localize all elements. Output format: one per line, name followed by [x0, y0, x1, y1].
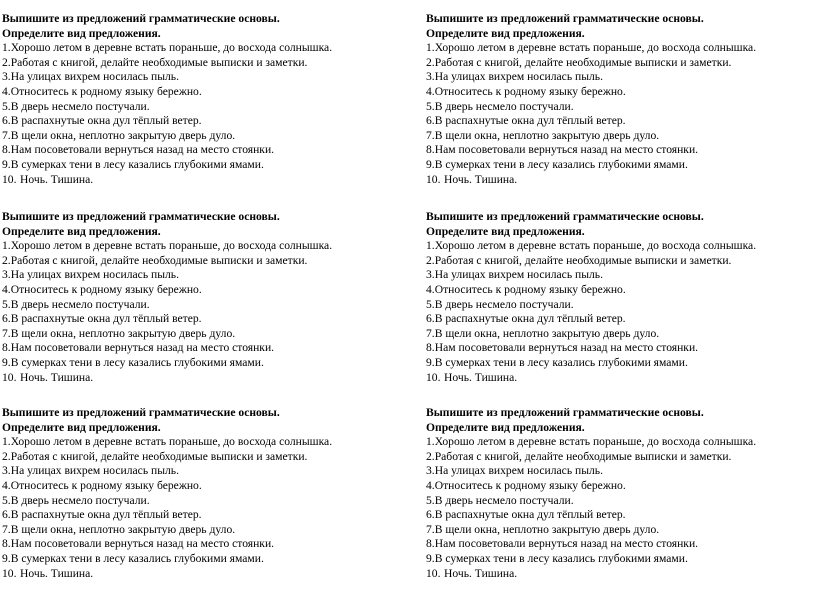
- sentence-text: Ночь. Тишина.: [444, 370, 518, 384]
- sentence-text: Хорошо летом в деревне встать пораньше, до восхода солнышка.: [10, 41, 333, 55]
- sentence-number: 8.: [426, 143, 435, 157]
- sentence-text: Нам посоветовали вернуться назад на место стоянки.: [434, 143, 699, 157]
- sentence-text: В щели окна, неплотно закрытую дверь дуло.: [10, 326, 236, 340]
- exercise-title-line-1: Выпишите из предложений грамматические основы.: [2, 210, 280, 223]
- sentence-text: Ночь. Тишина.: [20, 370, 94, 384]
- sentence-text: В щели окна, неплотно закрытую дверь дуло.: [10, 522, 236, 536]
- sentence-item: [2, 435, 397, 450]
- sentence-item: [426, 100, 816, 115]
- exercise-card: [426, 210, 816, 385]
- sentence-text: Работая с книгой, делайте необходимые выписки и заметки.: [434, 55, 732, 69]
- sentence-number: 3.: [426, 268, 435, 282]
- sentence-number: 2.: [426, 55, 435, 69]
- sentence-text: Ночь. Тишина.: [444, 172, 518, 186]
- sentence-number: 7.: [2, 326, 11, 340]
- sentence-item: [426, 312, 816, 327]
- sentence-number: 8.: [2, 143, 11, 157]
- sentence-number: 7.: [2, 522, 11, 536]
- sentence-number: 1.: [2, 435, 11, 449]
- exercise-title-line-2: Определите вид предложения.: [2, 420, 161, 434]
- sentence-number: 6.: [426, 508, 435, 522]
- sentence-number: 3.: [426, 464, 435, 478]
- sentence-item: [426, 129, 816, 144]
- sentence-item: [426, 494, 816, 509]
- sentence-item: [2, 356, 397, 371]
- sentence-item: [2, 450, 397, 465]
- sentence-number: 9.: [426, 355, 435, 369]
- sentence-text: Работая с книгой, делайте необходимые выписки и заметки.: [434, 449, 732, 463]
- sentence-number: 4.: [2, 84, 11, 98]
- sentence-number: 10.: [2, 370, 17, 384]
- sentence-item: [426, 464, 816, 479]
- sentence-text: В дверь несмело постучали.: [10, 297, 150, 311]
- sentence-item: [2, 41, 397, 56]
- sentence-number: 1.: [2, 239, 11, 253]
- sentence-item: [426, 173, 816, 188]
- sentence-text: В распахнутые окна дул тёплый ветер.: [10, 312, 202, 326]
- sentence-text: Работая с книгой, делайте необходимые выписки и заметки.: [10, 253, 308, 267]
- sentence-number: 2.: [2, 449, 11, 463]
- sentence-text: В сумерках тени в лесу казались глубокими ямами.: [10, 551, 264, 565]
- sentence-number: 5.: [426, 99, 435, 113]
- sentence-number: 5.: [2, 99, 11, 113]
- sentence-text: В распахнутые окна дул тёплый ветер.: [434, 508, 626, 522]
- sentence-item: [2, 479, 397, 494]
- sentence-text: В распахнутые окна дул тёплый ветер.: [434, 114, 626, 128]
- sentence-text: Работая с книгой, делайте необходимые выписки и заметки.: [10, 55, 308, 69]
- sentence-item: [426, 298, 816, 313]
- sentence-item: [2, 283, 397, 298]
- sentence-number: 4.: [2, 478, 11, 492]
- sentence-number: 10.: [2, 566, 17, 580]
- sentence-item: [426, 114, 816, 129]
- sentence-text: Нам посоветовали вернуться назад на место стоянки.: [10, 537, 275, 551]
- exercise-title-line-1: Выпишите из предложений грамматические основы.: [2, 406, 280, 419]
- sentence-number: 4.: [2, 282, 11, 296]
- sentence-text: В дверь несмело постучали.: [434, 297, 574, 311]
- sentence-item: [2, 158, 397, 173]
- sentence-item: [2, 327, 397, 342]
- sentence-number: 7.: [426, 128, 435, 142]
- sentence-text: В сумерках тени в лесу казались глубокими ямами.: [434, 157, 688, 171]
- sentence-number: 10.: [426, 172, 441, 186]
- sentence-number: 9.: [426, 157, 435, 171]
- sentence-number: 10.: [426, 566, 441, 580]
- sentence-text: В дверь несмело постучали.: [10, 99, 150, 113]
- sentence-number: 6.: [2, 312, 11, 326]
- sentence-number: 3.: [2, 464, 11, 478]
- sentence-number: 5.: [2, 297, 11, 311]
- sentence-text: Относитесь к родному языку бережно.: [434, 282, 626, 296]
- sentence-number: 8.: [2, 537, 11, 551]
- sentence-text: В дверь несмело постучали.: [434, 493, 574, 507]
- sentence-item: [426, 523, 816, 538]
- exercise-card: [2, 210, 397, 385]
- sentence-item: [426, 158, 816, 173]
- sentence-text: Нам посоветовали вернуться назад на место стоянки.: [434, 341, 699, 355]
- sentence-item: [2, 254, 397, 269]
- exercise-card: [2, 12, 397, 187]
- sentence-item: [2, 56, 397, 71]
- sentence-number: 9.: [426, 551, 435, 565]
- sentence-text: Относитесь к родному языку бережно.: [10, 478, 202, 492]
- sentence-item: [2, 552, 397, 567]
- sentence-number: 6.: [2, 508, 11, 522]
- sentence-number: 3.: [2, 268, 11, 282]
- sentence-item: [2, 173, 397, 188]
- sentence-number: 6.: [2, 114, 11, 128]
- exercise-card: [426, 12, 816, 187]
- sentence-item: [426, 435, 816, 450]
- sentence-number: 4.: [426, 84, 435, 98]
- sentence-item: [426, 552, 816, 567]
- sentence-item: [426, 41, 816, 56]
- sentence-item: [2, 239, 397, 254]
- sentence-item: [426, 254, 816, 269]
- sentence-item: [426, 450, 816, 465]
- sentence-text: В щели окна, неплотно закрытую дверь дуло.: [434, 326, 660, 340]
- sentence-text: В сумерках тени в лесу казались глубокими ямами.: [434, 551, 688, 565]
- sentence-number: 1.: [426, 435, 435, 449]
- sentence-text: В щели окна, неплотно закрытую дверь дуло.: [434, 522, 660, 536]
- exercise-title-line-2: Определите вид предложения.: [2, 26, 161, 40]
- sentence-number: 10.: [426, 370, 441, 384]
- sentence-number: 2.: [426, 449, 435, 463]
- sentence-number: 9.: [2, 157, 11, 171]
- sentence-item: [2, 143, 397, 158]
- sentence-item: [2, 523, 397, 538]
- sentence-item: [2, 508, 397, 523]
- sentence-text: Ночь. Тишина.: [444, 566, 518, 580]
- exercise-title-line-2: Определите вид предложения.: [426, 26, 585, 40]
- sentence-text: Нам посоветовали вернуться назад на место стоянки.: [10, 341, 275, 355]
- sentence-item: [426, 327, 816, 342]
- sentence-text: Хорошо летом в деревне встать пораньше, до восхода солнышка.: [434, 239, 757, 253]
- sentence-text: В щели окна, неплотно закрытую дверь дуло.: [10, 128, 236, 142]
- sentence-text: Нам посоветовали вернуться назад на место стоянки.: [434, 537, 699, 551]
- sentence-text: На улицах вихрем носилась пыль.: [434, 268, 603, 282]
- sentence-text: В распахнутые окна дул тёплый ветер.: [434, 312, 626, 326]
- sentence-text: В распахнутые окна дул тёплый ветер.: [10, 508, 202, 522]
- sentence-number: 2.: [426, 253, 435, 267]
- sentence-number: 5.: [2, 493, 11, 507]
- sentence-item: [2, 85, 397, 100]
- exercise-title-line-1: Выпишите из предложений грамматические основы.: [426, 406, 704, 419]
- sentence-item: [2, 341, 397, 356]
- exercise-title-line-1: Выпишите из предложений грамматические основы.: [426, 12, 704, 25]
- sentence-text: В распахнутые окна дул тёплый ветер.: [10, 114, 202, 128]
- sentence-number: 1.: [426, 239, 435, 253]
- sentence-item: [2, 464, 397, 479]
- sentence-text: Работая с книгой, делайте необходимые выписки и заметки.: [10, 449, 308, 463]
- sentence-item: [2, 537, 397, 552]
- sentence-number: 6.: [426, 312, 435, 326]
- exercise-title-line-2: Определите вид предложения.: [2, 224, 161, 238]
- sentence-text: Ночь. Тишина.: [20, 566, 94, 580]
- sentence-number: 10.: [2, 172, 17, 186]
- exercise-card: [426, 406, 816, 581]
- sentence-text: Хорошо летом в деревне встать пораньше, до восхода солнышка.: [10, 239, 333, 253]
- sentence-number: 5.: [426, 493, 435, 507]
- sentence-text: В сумерках тени в лесу казались глубокими ямами.: [10, 157, 264, 171]
- sentence-item: [2, 312, 397, 327]
- sentence-text: В сумерках тени в лесу казались глубокими ямами.: [434, 355, 688, 369]
- exercise-title-line-1: Выпишите из предложений грамматические основы.: [2, 12, 280, 25]
- sentence-text: Хорошо летом в деревне встать пораньше, до восхода солнышка.: [434, 435, 757, 449]
- sentence-text: В дверь несмело постучали.: [434, 99, 574, 113]
- sentence-item: [426, 356, 816, 371]
- sentence-item: [2, 70, 397, 85]
- sentence-text: В дверь несмело постучали.: [10, 493, 150, 507]
- sentence-item: [426, 143, 816, 158]
- exercise-title-line-2: Определите вид предложения.: [426, 420, 585, 434]
- sentence-number: 6.: [426, 114, 435, 128]
- sentence-item: [426, 567, 816, 582]
- exercise-title-line-1: Выпишите из предложений грамматические основы.: [426, 210, 704, 223]
- sentence-text: На улицах вихрем носилась пыль.: [434, 70, 603, 84]
- sentence-item: [426, 341, 816, 356]
- sentence-item: [2, 298, 397, 313]
- sentence-number: 8.: [426, 537, 435, 551]
- sentence-text: Ночь. Тишина.: [20, 172, 94, 186]
- sentence-number: 7.: [426, 326, 435, 340]
- sentence-number: 5.: [426, 297, 435, 311]
- sentence-number: 8.: [426, 341, 435, 355]
- sentence-number: 4.: [426, 478, 435, 492]
- sentence-text: Относитесь к родному языку бережно.: [434, 478, 626, 492]
- sentence-number: 7.: [2, 128, 11, 142]
- sentence-number: 3.: [426, 70, 435, 84]
- sentence-item: [426, 479, 816, 494]
- sentence-item: [2, 114, 397, 129]
- sentence-text: Относитесь к родному языку бережно.: [434, 84, 626, 98]
- sentence-number: 3.: [2, 70, 11, 84]
- sentence-item: [426, 70, 816, 85]
- sentence-item: [2, 494, 397, 509]
- sentence-text: Относитесь к родному языку бережно.: [10, 282, 202, 296]
- sentence-item: [426, 371, 816, 386]
- sentence-number: 4.: [426, 282, 435, 296]
- sentence-text: На улицах вихрем носилась пыль.: [10, 268, 179, 282]
- sentence-number: 1.: [426, 41, 435, 55]
- sentence-item: [426, 56, 816, 71]
- sentence-text: На улицах вихрем носилась пыль.: [10, 464, 179, 478]
- sentence-text: В щели окна, неплотно закрытую дверь дуло.: [434, 128, 660, 142]
- sentence-item: [2, 371, 397, 386]
- sentence-text: На улицах вихрем носилась пыль.: [10, 70, 179, 84]
- sentence-item: [426, 508, 816, 523]
- sentence-number: 8.: [2, 341, 11, 355]
- sentence-text: Хорошо летом в деревне встать пораньше, до восхода солнышка.: [434, 41, 757, 55]
- sentence-number: 2.: [2, 253, 11, 267]
- sentence-number: 9.: [2, 551, 11, 565]
- exercise-card: [2, 406, 397, 581]
- sentence-item: [2, 567, 397, 582]
- sentence-item: [426, 239, 816, 254]
- sentence-text: Хорошо летом в деревне встать пораньше, до восхода солнышка.: [10, 435, 333, 449]
- sentence-text: Нам посоветовали вернуться назад на место стоянки.: [10, 143, 275, 157]
- sentence-item: [2, 100, 397, 115]
- sentence-number: 9.: [2, 355, 11, 369]
- sentence-item: [426, 537, 816, 552]
- sentence-number: 2.: [2, 55, 11, 69]
- sentence-number: 7.: [426, 522, 435, 536]
- sentence-text: Относитесь к родному языку бережно.: [10, 84, 202, 98]
- sentence-text: Работая с книгой, делайте необходимые выписки и заметки.: [434, 253, 732, 267]
- sentence-text: В сумерках тени в лесу казались глубокими ямами.: [10, 355, 264, 369]
- sentence-text: На улицах вихрем носилась пыль.: [434, 464, 603, 478]
- sentence-item: [426, 85, 816, 100]
- sentence-item: [426, 283, 816, 298]
- sentence-item: [2, 129, 397, 144]
- sentence-number: 1.: [2, 41, 11, 55]
- sentence-item: [2, 268, 397, 283]
- exercise-title-line-2: Определите вид предложения.: [426, 224, 585, 238]
- sentence-item: [426, 268, 816, 283]
